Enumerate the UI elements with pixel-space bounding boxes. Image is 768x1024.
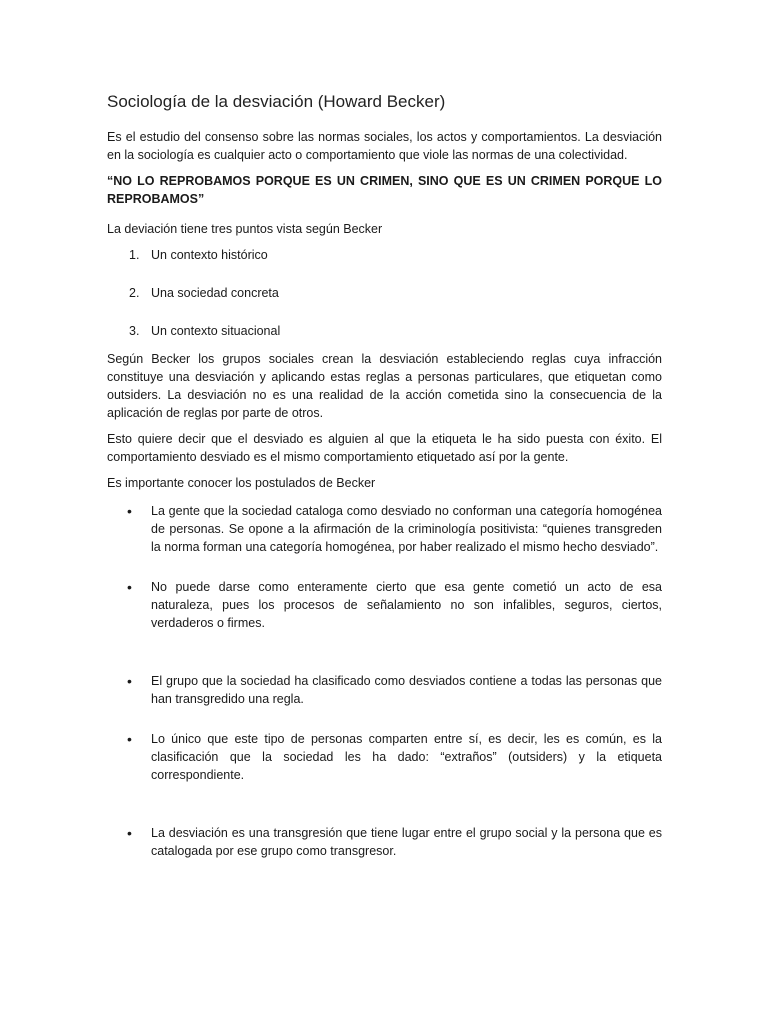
bullet-icon: • <box>127 731 132 747</box>
list-item <box>107 246 662 264</box>
bullet-icon: • <box>127 579 132 595</box>
list-item-text: El grupo que la sociedad ha clasificado como desviados contiene a todas las personas que han transgredido una regla. <box>151 674 662 706</box>
document-body <box>107 90 662 860</box>
list-item-text: Lo único que este tipo de personas comparten entre sí, es decir, les es común, es la clasificación que la sociedad les ha dado: “extraños” (outsiders) y la etiqueta correspondiente. <box>151 732 662 782</box>
list-item-text: La gente que la sociedad cataloga como desviado no conforman una categoría homogénea de personas. Se opone a la afirmación de la criminología positivista: “quienes transgreden la norma forman una categoría homogénea, por haber realizado el mismo hecho desviado”. <box>151 504 662 554</box>
list-item <box>107 824 662 860</box>
viewpoints-list <box>107 246 662 340</box>
meaning-paragraph: Esto quiere decir que el desviado es alguien al que la etiqueta le ha sido puesta con éxito. El comportamiento desviado es el mismo comportamiento etiquetado así por la gente. <box>107 432 662 464</box>
list-item-text: Una sociedad concreta <box>151 286 279 300</box>
bullet-icon: • <box>127 673 132 689</box>
intro-paragraph: Es el estudio del consenso sobre las normas sociales, los actos y comportamientos. La desviación en la sociología es cualquier acto o comportamiento que viole las normas de una colectividad. <box>107 130 662 162</box>
list-item-text: Un contexto situacional <box>151 324 281 338</box>
list-item <box>107 322 662 340</box>
list-item <box>107 672 662 708</box>
list-number: 2. <box>129 286 140 300</box>
list-item <box>107 284 662 302</box>
postulates-list <box>107 502 662 860</box>
points-intro: La deviación tiene tres puntos vista según Becker <box>107 222 383 236</box>
list-item <box>107 502 662 556</box>
bullet-icon: • <box>127 503 132 519</box>
list-item-text: La desviación es una transgresión que tiene lugar entre el grupo social y la persona que es catalogada por ese grupo como transgresor. <box>151 826 662 858</box>
page-title: Sociología de la desviación (Howard Becker) <box>107 92 446 111</box>
postulates-intro: Es importante conocer los postulados de Becker <box>107 476 376 490</box>
list-number: 1. <box>129 248 140 262</box>
list-number: 3. <box>129 324 140 338</box>
list-item <box>107 578 662 632</box>
list-item <box>107 730 662 784</box>
bullet-icon: • <box>127 825 132 841</box>
list-item-text: Un contexto histórico <box>151 248 268 262</box>
groups-paragraph: Según Becker los grupos sociales crean la desviación estableciendo reglas cuya infracción constituye una desviación y aplicando estas reglas a personas particulares, que etiquetan como outsiders. La desviación no es una realidad de la acción cometida sino la consecuencia de la aplicación de reglas por parte de otros. <box>107 352 662 420</box>
becker-quote: “NO LO REPROBAMOS PORQUE ES UN CRIMEN, SINO QUE ES UN CRIMEN PORQUE LO REPROBAMOS” <box>107 174 662 206</box>
list-item-text: No puede darse como enteramente cierto que esa gente cometió un acto de esa naturaleza, pues los procesos de señalamiento no son infalibles, seguros, ciertos, verdaderos o firmes. <box>151 580 662 630</box>
